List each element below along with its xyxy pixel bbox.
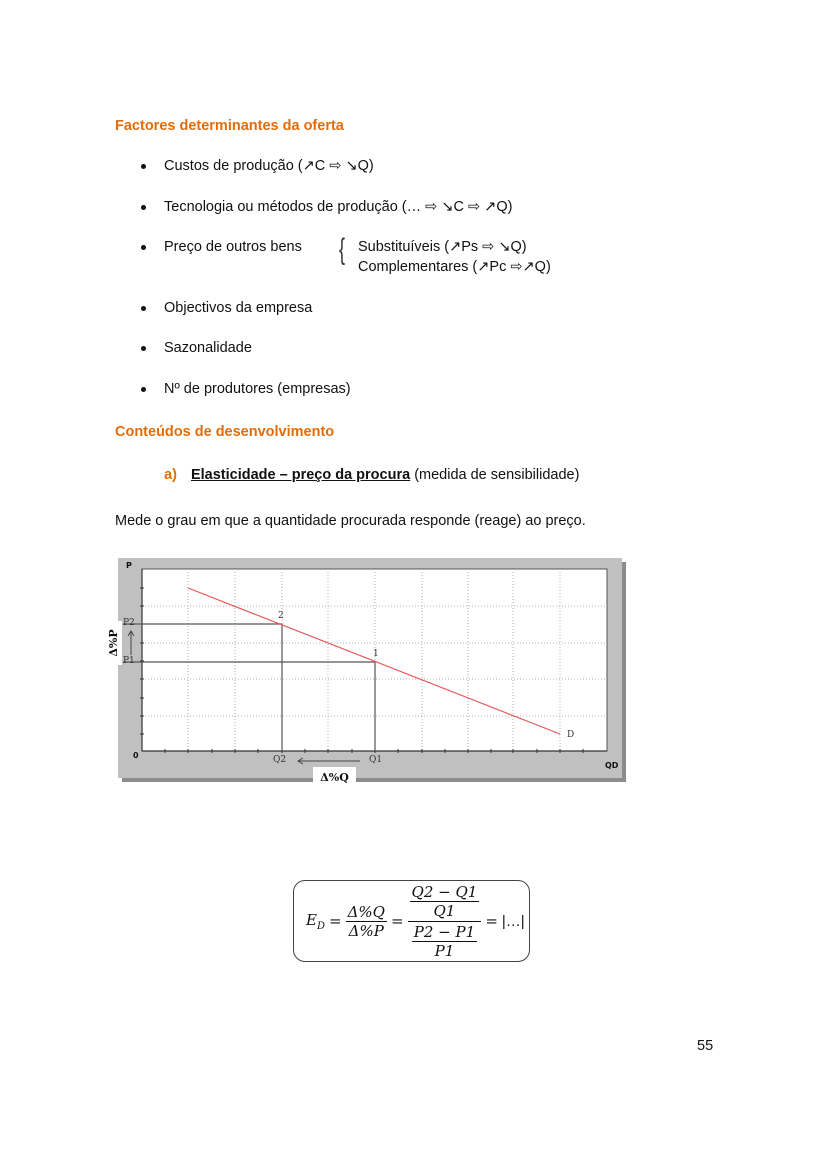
bullet-icon [141,245,146,250]
bullet-icon [141,205,146,210]
description-text: Mede o grau em que a quantidade procurada responde (reage) ao preço. [115,513,586,529]
delta-p-annotation: Δ%P [106,621,122,665]
p1-label: P1 [123,656,135,666]
q2-label: Q2 [273,755,287,765]
point-2-label: 2 [278,611,284,621]
demand-curve-label: D [567,730,575,740]
p2-label: P2 [123,618,135,628]
q1-label: Q1 [369,755,383,765]
subsection-item [164,467,579,483]
delta-q-annotation: Δ%Q [313,767,356,789]
x-axis-label: QD [605,761,619,770]
point-1-label: 1 [373,649,379,659]
origin-label: 0 [133,751,139,760]
curly-brace-icon: { [339,233,346,266]
demand-chart [118,558,622,778]
item-marker: a) [164,467,177,483]
y-axis-label: P [126,561,132,570]
sub-item-complements: Complementares (↗Pc ⇨↗Q) [358,259,551,275]
list-item-other-goods-price: Preço de outros bens [164,239,302,255]
section-heading-development: Conteúdos de desenvolvimento [115,424,335,440]
formula-result: |…| [501,912,525,930]
item-note: (medida de sensibilidade) [410,467,580,483]
bullet-icon [141,387,146,392]
sub-item-substitutes: Substituíveis (↗Ps ⇨ ↘Q) [358,239,527,255]
list-item-technology: Tecnologia ou métodos de produção (… ⇨ ↘C ⇨ ↗Q) [164,199,513,215]
list-item-seasonality: Sazonalidade [164,340,252,356]
item-title: Elasticidade – preço da procura [190,467,411,483]
elasticity-formula-box [293,880,530,962]
formula-fraction-percent: $\frac{\Delta\%Q}{\Delta\%P}$ [347,902,385,940]
page-number: 55 [697,1038,714,1054]
formula-fraction-compound: $\frac{\frac{Q2 - Q1}{Q1}}{\frac{P2 - P1}{P1}}$ [408,883,482,960]
bullet-icon [141,164,146,169]
list-item-number-of-producers: Nº de produtores (empresas) [164,381,351,397]
bullet-icon [141,346,146,351]
bullet-icon [141,306,146,311]
section-heading-supply-factors: Factores determinantes da oferta [115,118,344,134]
elasticity-formula: $E_D$ = $\frac{\Delta\%Q}{\Delta\%P}$ = $\frac{\frac{Q2 - Q1}{Q1}}{\frac{P2 - P1}{P1}}$ = |…| [306,882,525,960]
list-item-production-costs: Custos de produção (↗C ⇨ ↘Q) [164,158,374,174]
formula-lhs: $E_D$ [306,910,325,932]
list-item-company-objectives: Objectivos da empresa [164,300,313,316]
